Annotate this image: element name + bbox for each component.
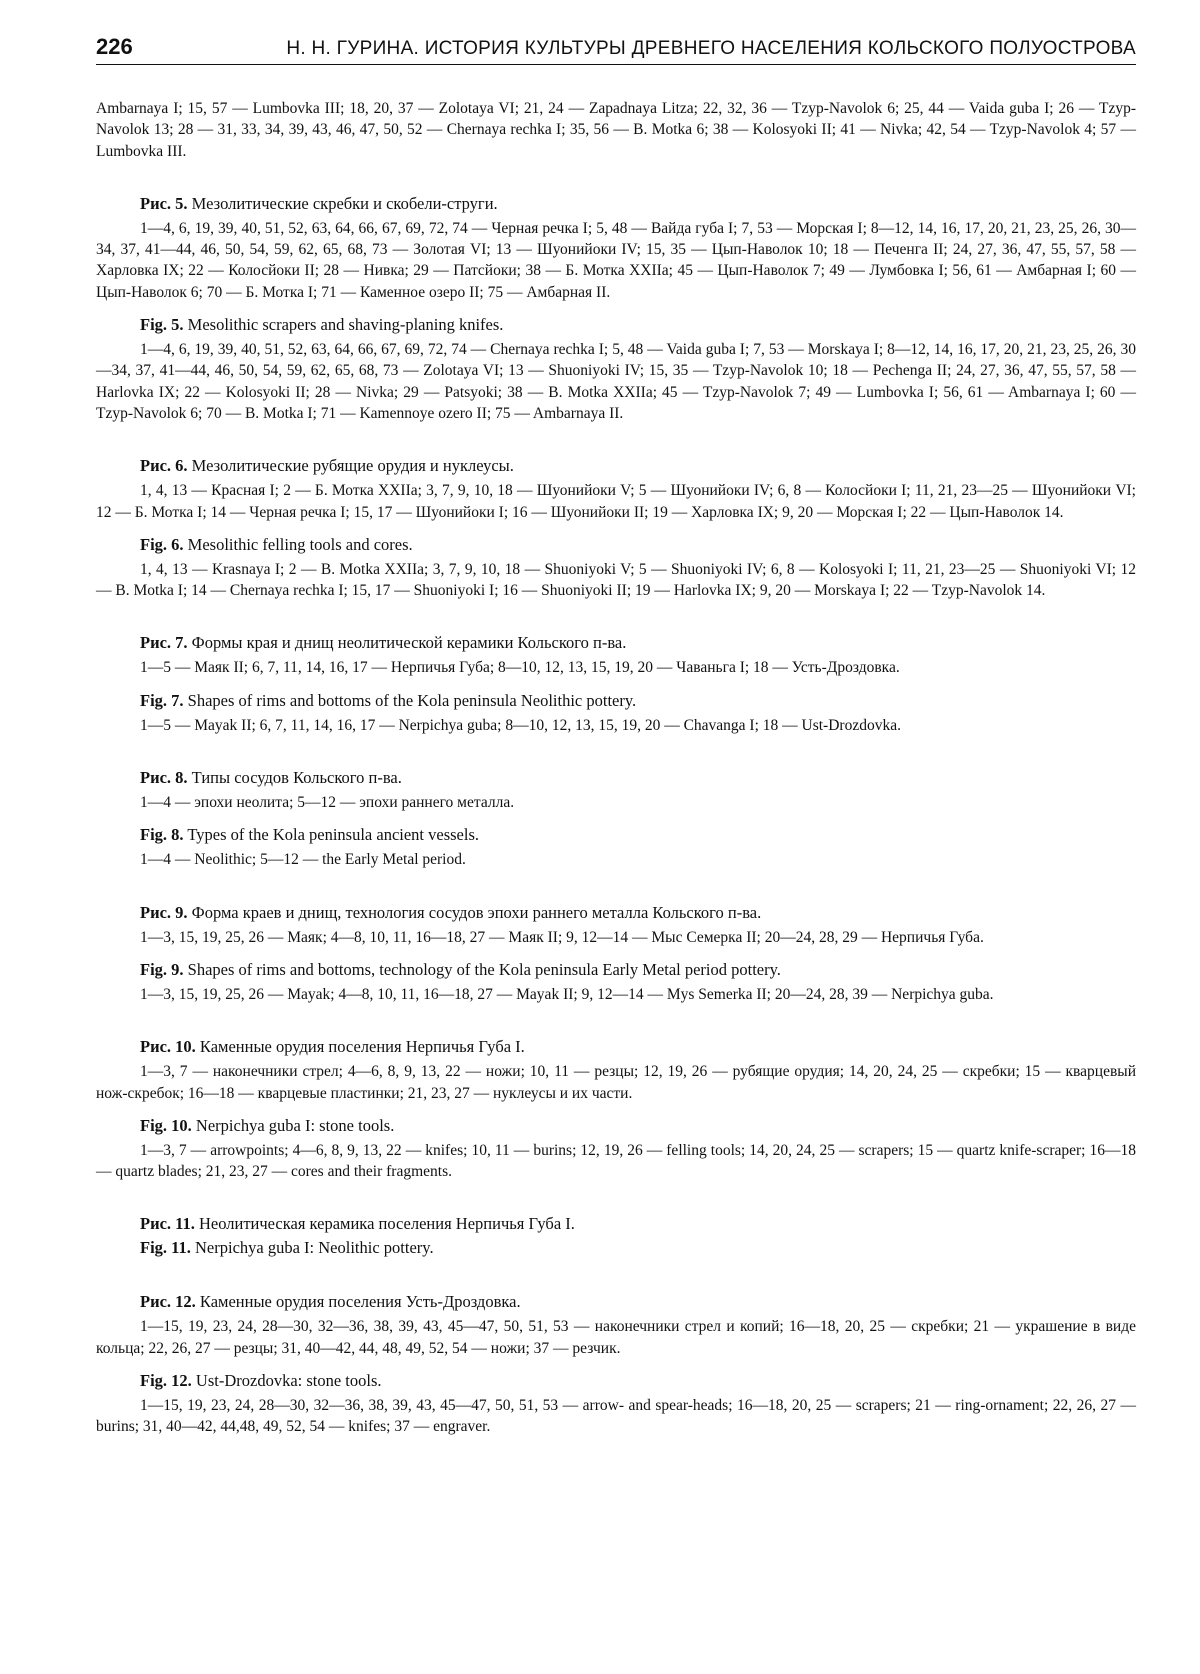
figure-title: Types of the Kola peninsula ancient vessels.: [183, 825, 480, 845]
caption-en: [140, 1114, 1136, 1138]
legend-ru: 1—15, 19, 23, 24, 28—30, 32—36, 38, 39, 43, 45—47, 50, 51, 53 — наконечники стрел и копий; 16—18, 20, 25 — скребки; 21 — украшение в виде кольца; 22, 26, 27 — резцы; 31, 40—42, 44, 48, 49, 52, 54 — ножи; 37 — резчик.: [96, 1318, 1136, 1357]
figure-title: Мезолитические рубящие орудия и нуклеусы.: [187, 456, 514, 476]
caption-en: [140, 689, 1136, 713]
caption-en: [140, 533, 1136, 557]
caption-ru: [140, 766, 1136, 790]
figure-caption-block: [96, 454, 1136, 601]
figure-label: Рис. 6.: [140, 456, 188, 476]
figure-title: Формы края и днищ неолитической керамики Кольского п-ва.: [187, 633, 627, 653]
figure-label: Fig. 7.: [140, 690, 184, 710]
figure-label: Рис. 8.: [140, 768, 188, 788]
caption-ru: [140, 1035, 1136, 1059]
figure-title: Мезолитические скребки и скобели-струги.: [187, 193, 498, 213]
caption-ru: [140, 1212, 1136, 1236]
caption-en: [140, 1369, 1136, 1393]
figure-title: Форма краев и днищ, технология сосудов эпохи раннего металла Кольского п-ва.: [187, 902, 762, 922]
figure-title: Nerpichya guba I: stone tools.: [191, 1115, 395, 1135]
figure-title: Ust-Drozdovka: stone tools.: [191, 1371, 382, 1391]
figure-title: Типы сосудов Кольского п-ва.: [187, 768, 402, 788]
legend-ru: 1, 4, 13 — Красная I; 2 — Б. Мотка XXIIa; 3, 7, 9, 10, 18 — Шуонийоки V; 5 — Шуонийоки IV; 6, 8 — Колосйоки I; 11, 21, 23—25 — Шуонийоки VI; 12 — Б. Мотка I; 14 — Черная речка I; 15, 17 — Шуонийоки I; 16 — Шуонийоки II; 19 — Харловка IX; 9, 20 — Морская I; 22 — Цып-Наволок 14.: [96, 482, 1136, 521]
caption-ru: [140, 1290, 1136, 1314]
page-number: 226: [96, 34, 133, 59]
figure-title: Каменные орудия поселения Нерпичья Губа I.: [195, 1037, 525, 1057]
running-title: Н. Н. ГУРИНА. ИСТОРИЯ КУЛЬТУРЫ ДРЕВНЕГО НАСЕЛЕНИЯ КОЛЬСКОГО ПОЛУОСТРОВА: [286, 38, 1136, 59]
legend-ru: 1—4 — эпохи неолита; 5—12 — эпохи раннего металла.: [140, 794, 515, 812]
page-header: [96, 34, 1136, 65]
caption-en: [140, 823, 1136, 847]
figure-caption-block: [96, 1035, 1136, 1182]
caption-en: [140, 1236, 1136, 1260]
legend-en: 1—3, 15, 19, 25, 26 — Mayak; 4—8, 10, 11, 16—18, 27 — Mayak II; 9, 12—14 — Mys Semerka II; 20—24, 28, 39 — Nerpichya guba.: [140, 985, 994, 1003]
figure-label: Fig. 11.: [140, 1238, 191, 1258]
figure-title: Shapes of rims and bottoms, technology of the Kola peninsula Early Metal period pottery.: [183, 959, 781, 979]
figure-title: Mesolithic felling tools and cores.: [183, 534, 413, 554]
legend-ru: 1—3, 15, 19, 25, 26 — Маяк; 4—8, 10, 11, 16—18, 27 — Маяк II; 9, 12—14 — Мыс Семерка II; 20—24, 28, 29 — Нерпичья Губа.: [140, 928, 984, 946]
figure-label: Fig. 9.: [140, 959, 184, 979]
caption-ru: [140, 901, 1136, 925]
captions-content: [96, 98, 1136, 1448]
figure-label: Fig. 10.: [140, 1115, 192, 1135]
continuation-text: Ambarnaya I; 15, 57 — Lumbovka III; 18, 20, 37 — Zolotaya VI; 21, 24 — Zapadnaya Litza; 22, 32, 36 — Tzyp-Navolok 6; 25, 44 — Vaida guba I; 26 — Tzyp-Navolok 13; 28 — 31, 33, 34, 39, 43, 46, 47, 50, 52 — Chernaya rechka I; 35, 56 — B. Motka 6; 38 — Kolosyoki II; 41 — Nivka; 42, 54 — Tzyp-Navolok 4; 57 — Lumbovka III.: [96, 100, 1136, 160]
figure-title: Nerpichya guba I: Neolithic pottery.: [190, 1238, 434, 1258]
figure-label: Fig. 5.: [140, 315, 184, 335]
caption-ru: [140, 631, 1136, 655]
figure-label: Fig. 6.: [140, 534, 184, 554]
figure-label: Fig. 12.: [140, 1371, 192, 1391]
legend-ru: 1—3, 7 — наконечники стрел; 4—6, 8, 9, 13, 22 — ножи; 10, 11 — резцы; 12, 19, 26 — рубящие орудия; 14, 20, 24, 25 — скребки; 15 — кварцевый нож-скребок; 16—18 — кварцевые пластинки; 21, 23, 27 — нуклеусы и их части.: [96, 1063, 1136, 1102]
caption-en: [140, 958, 1136, 982]
figure-title: Mesolithic scrapers and shaving-planing knifes.: [183, 315, 504, 335]
figure-title: Неолитическая керамика поселения Нерпичья Губа I.: [194, 1214, 575, 1234]
legend-en: 1—3, 7 — arrowpoints; 4—6, 8, 9, 13, 22 — knifes; 10, 11 — burins; 12, 19, 26 — felling tools; 14, 20, 24, 25 — scrapers; 15 — quartz knife-scraper; 16—18 — quartz blades; 21, 23, 27 — cores and their fragments.: [96, 1141, 1136, 1181]
legend-en: 1, 4, 13 — Krasnaya I; 2 — B. Motka XXIIa; 3, 7, 9, 10, 18 — Shuoniyoki V; 5 — Shuoniyoki IV; 6, 8 — Kolosyoki I; 11, 21, 23—25 — Shuoniyoki VI; 12 — B. Motka I; 14 — Chernaya rechka I; 15, 17 — Shuoniyoki I; 16 — Shuoniyoki II; 19 — Harlovka IX; 9, 20 — Morskaya I; 22 — Tzyp-Navolok 14.: [96, 560, 1136, 600]
figure-label: Рис. 10.: [140, 1037, 196, 1057]
legend-en: 1—4, 6, 19, 39, 40, 51, 52, 63, 64, 66, 67, 69, 72, 74 — Chernaya rechka I; 5, 48 — Vaida guba I; 7, 53 — Morskaya I; 8—12, 14, 16, 17, 20, 21, 23, 25, 26, 30—34, 37, 41—44, 46, 50, 54, 59, 62, 65, 68, 73 — Zolotaya VI; 13 — Shuoniyoki IV; 15, 35 — Tzyp-Navolok 10; 18 — Pechenga II; 24, 27, 36, 47, 55, 57, 58 — Harlovka IX; 22 — Kolosyoki II; 28 — Nivka; 29 — Patsyoki; 38 — B. Motka XXIIa; 45 — Tzyp-Navolok 7; 49 — Lumbovka I; 56, 61 — Ambarnaya I; 60 — Tzyp-Navolok 6; 70 — B. Motka I; 71 — Kamennoye ozero II; 75 — Ambarnaya II.: [96, 341, 1136, 422]
caption-en: [140, 313, 1136, 337]
figure-label: Рис. 9.: [140, 902, 188, 922]
figure-caption-block: [96, 631, 1136, 736]
caption-ru: [140, 192, 1136, 216]
figure-caption-block: [96, 192, 1136, 424]
legend-en: 1—5 — Mayak II; 6, 7, 11, 14, 16, 17 — Nerpichya guba; 8—10, 12, 13, 15, 19, 20 — Chavanga I; 18 — Ust-Drozdovka.: [140, 716, 901, 734]
figure-label: Fig. 8.: [140, 825, 184, 845]
figure-title: Shapes of rims and bottoms of the Kola peninsula Neolithic pottery.: [183, 690, 637, 710]
figure-captions: [96, 192, 1136, 1438]
figure-title: Каменные орудия поселения Усть-Дроздовка.: [195, 1292, 521, 1312]
figure-caption-block: [96, 901, 1136, 1006]
figure-label: Рис. 11.: [140, 1214, 195, 1234]
figure-caption-block: [96, 766, 1136, 871]
figure-label: Рис. 7.: [140, 633, 188, 653]
figure-label: Рис. 12.: [140, 1292, 196, 1312]
legend-ru: 1—5 — Маяк II; 6, 7, 11, 14, 16, 17 — Нерпичья Губа; 8—10, 12, 13, 15, 19, 20 — Чаваньга I; 18 — Усть-Дроздовка.: [140, 659, 900, 677]
legend-en: 1—4 — Neolithic; 5—12 — the Early Metal period.: [140, 851, 466, 869]
figure-caption-block: [96, 1212, 1136, 1260]
legend-en: 1—15, 19, 23, 24, 28—30, 32—36, 38, 39, 43, 45—47, 50, 51, 53 — arrow- and spear-heads; 16—18, 20, 25 — scrapers; 21 — ring-ornament; 22, 26, 27 — burins; 31, 40—42, 44,48, 49, 52, 54 — knifes; 37 — engraver.: [96, 1397, 1136, 1436]
legend-ru: 1—4, 6, 19, 39, 40, 51, 52, 63, 64, 66, 67, 69, 72, 74 — Черная речка I; 5, 48 — Вайда губа I; 7, 53 — Морская I; 8—12, 14, 16, 17, 20, 21, 23, 25, 26, 30—34, 37, 41—44, 46, 50, 54, 59, 62, 65, 68, 73 — Золотая VI; 13 — Шуонийоки IV; 15, 35 — Цып-Наволок 10; 18 — Печенга II; 24, 27, 36, 47, 55, 57, 58 — Харловка IX; 22 — Колосйоки II; 28 — Нивка; 29 — Патсйоки; 38 — Б. Мотка XXIIa; 45 — Цып-Наволок 7; 49 — Лумбовка I; 56, 61 — Амбарная I; 60 — Цып-Наволок 6; 70 — Б. Мотка I; 71 — Каменное озеро II; 75 — Амбарная II.: [96, 219, 1136, 301]
figure-label: Рис. 5.: [140, 193, 188, 213]
figure-caption-block: [96, 1290, 1136, 1437]
caption-ru: [140, 454, 1136, 478]
